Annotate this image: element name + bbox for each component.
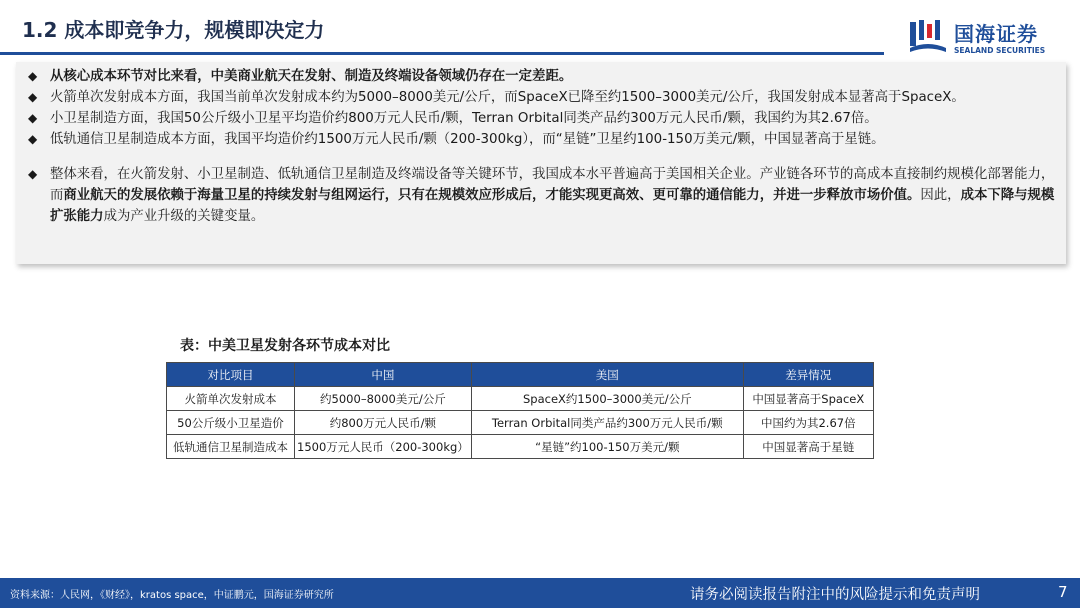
table-cell: 中国约为其2.67倍: [743, 411, 873, 435]
bullet-text: 从核心成本环节对比来看，中美商业航天在发射、制造及终端设备领域仍存在一定差距。: [50, 69, 573, 84]
summary-bullet: [26, 66, 1056, 87]
diamond-bullet-icon: ◆: [28, 69, 38, 83]
logo-chinese-name: 国海证券: [954, 22, 1038, 46]
column-header: 美国: [471, 363, 743, 387]
diamond-bullet-icon: ◆: [28, 132, 38, 146]
summary-bullet: [26, 108, 1056, 129]
title-divider: [0, 52, 884, 55]
summary-bullet: [26, 87, 1056, 108]
table-row: [167, 411, 874, 435]
table-cell: 50公斤级小卫星造价: [167, 411, 295, 435]
table-cell: 火箭单次发射成本: [167, 387, 295, 411]
bullet-text: 火箭单次发射成本方面，我国当前单次发射成本约为5000–8000美元/公斤，而SpaceX已降至约1500–3000美元/公斤，我国发射成本显著高于SpaceX。: [50, 90, 965, 105]
disclaimer-text: 请务必阅读报告附注中的风险提示和免责声明: [690, 587, 980, 603]
bullet-text: 小卫星制造方面，我国50公斤级小卫星平均造价约800万元人民币/颗，Terran Orbital同类产品约300万元人民币/颗，我国约为其2.67倍。: [50, 111, 878, 126]
conclusion-emphasis: 商业航天的发展依赖于海量卫星的持续发射与组网运行，只有在规模效应形成后，才能实现更高效、更可靠的通信能力，并进一步释放市场价值。: [63, 188, 921, 203]
slide-header: [0, 0, 1080, 58]
diamond-bullet-icon: ◆: [28, 111, 38, 125]
table-header-row: [167, 363, 874, 387]
conclusion-emphasis: 成本下降与规模扩张能力: [50, 188, 1055, 224]
conclusion-bullet: [26, 164, 1056, 227]
footer-bar: [0, 578, 1080, 608]
company-logo: [908, 16, 1068, 60]
page-title: 1.2 成本即竞争力，规模即决定力: [22, 18, 325, 42]
logo-english-name: SEALAND SECURITIES: [954, 46, 1046, 55]
table-caption: 表：中美卫星发射各环节成本对比: [180, 338, 390, 354]
summary-panel: [16, 62, 1066, 264]
page-number: 7: [1058, 583, 1068, 601]
conclusion-text: 因此，: [920, 188, 961, 203]
column-header: 差异情况: [743, 363, 873, 387]
table-cell: 约5000–8000美元/公斤: [295, 387, 472, 411]
column-header: 中国: [295, 363, 472, 387]
table-cell: Terran Orbital同类产品约300万元人民币/颗: [471, 411, 743, 435]
source-note: 资料来源：人民网，《财经》，kratos space，中证鹏元，国海证券研究所: [10, 590, 334, 601]
summary-bullet: [26, 129, 1056, 150]
table-row: [167, 387, 874, 411]
conclusion-text: 整体来看，在火箭发射、小卫星制造、低轨通信卫星制造及终端设备等关键环节，我国成本水平普遍高于美国相关企业。产业链各环节的高成本直接制约规模化部署能力，而: [50, 167, 1055, 203]
table-cell: 低轨通信卫星制造成本: [167, 435, 295, 459]
table-cell: 中国显著高于SpaceX: [743, 387, 873, 411]
table-cell: 约800万元人民币/颗: [295, 411, 472, 435]
bullet-text: 低轨通信卫星制造成本方面，我国平均造价约1500万元人民币/颗（200-300kg），而“星链”卫星约100-150万美元/颗，中国显著高于星链。: [50, 132, 885, 147]
table-cell: 1500万元人民币（200-300kg）: [295, 435, 472, 459]
table-cell: 中国显著高于星链: [743, 435, 873, 459]
conclusion-text: 成为产业升级的关键变量。: [103, 209, 265, 224]
table-cell: “星链”约100-150万美元/颗: [471, 435, 743, 459]
sealand-logo-icon: [908, 18, 948, 56]
diamond-bullet-icon: ◆: [28, 90, 38, 104]
column-header: 对比项目: [167, 363, 295, 387]
table-cell: SpaceX约1500–3000美元/公斤: [471, 387, 743, 411]
table-row: [167, 435, 874, 459]
cost-comparison-table: [166, 362, 874, 459]
diamond-bullet-icon: ◆: [28, 167, 38, 181]
